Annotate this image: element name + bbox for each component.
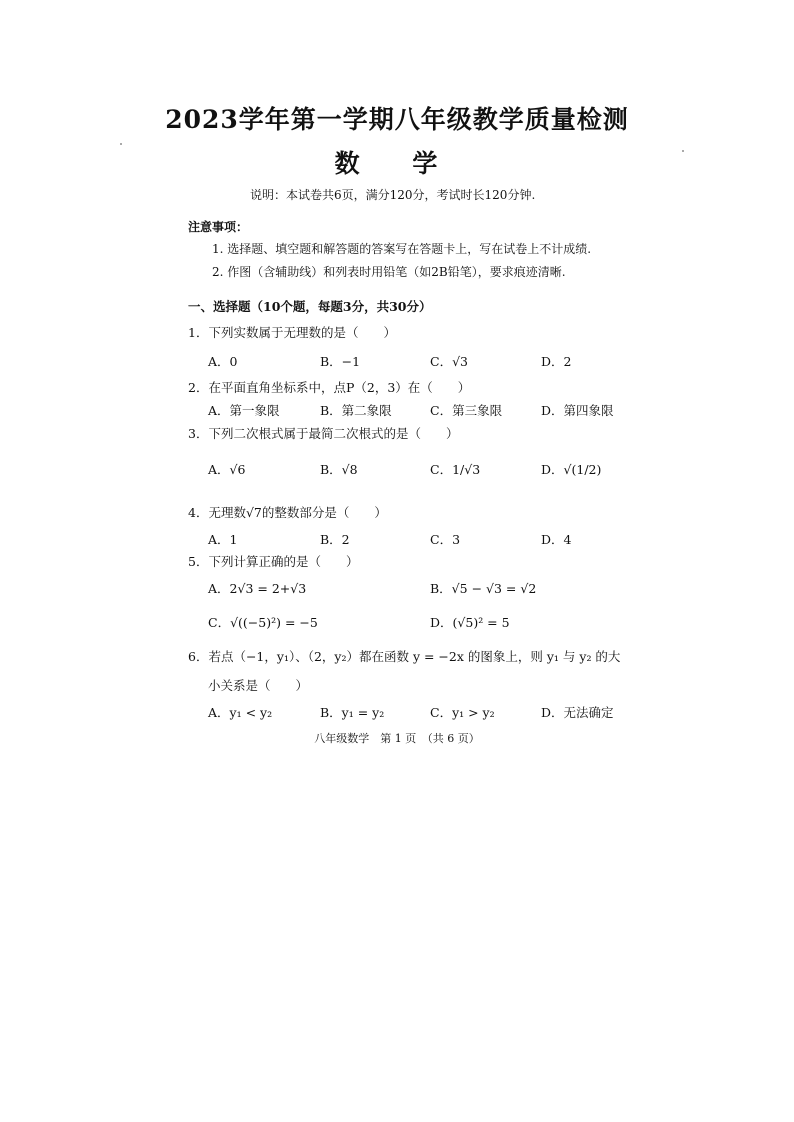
question-1-option-c: C．√3 xyxy=(430,354,468,369)
question-1-option-a: A．0 xyxy=(208,354,238,369)
question-4-stem: 4．无理数√7的整数部分是（ ） xyxy=(188,505,387,520)
question-5-option-d: D．(√5)² = 5 xyxy=(430,615,510,630)
question-6-stem: 6．若点（−1，y₁）、（2，y₂）都在函数 y = −2x 的图象上，则 y₁ 与 y₂ 的大 xyxy=(188,649,621,664)
page-footer: 八年级数学 第 1 页 （共 6 页） xyxy=(314,732,480,745)
question-5-option-c: C．√((−5)²) = −5 xyxy=(208,615,318,630)
question-5-option-a: A．2√3 = 2+√3 xyxy=(208,581,307,596)
question-1-option-d: D．2 xyxy=(541,354,572,369)
notice-heading: 注意事项： xyxy=(188,220,249,234)
question-2-option-a: A．第一象限 xyxy=(208,403,280,418)
question-4-option-a: A．1 xyxy=(208,532,238,547)
notice-item: 2. 作图（含辅助线）和列表时用铅笔（如2B铅笔），要求痕迹清晰. xyxy=(212,265,566,279)
question-5-stem: 5．下列计算正确的是（ ） xyxy=(188,554,359,569)
section-heading: 一、选择题（10个题，每题3分，共30分） xyxy=(188,299,432,314)
question-6-option-b: B．y₁ = y₂ xyxy=(320,705,385,720)
question-4-option-c: C．3 xyxy=(430,532,461,547)
exam-note: 说明：本试卷共6页，满分120分，考试时长120分钟. xyxy=(250,188,536,202)
question-2-option-c: C．第三象限 xyxy=(430,403,503,418)
question-4-option-d: D．4 xyxy=(541,532,572,547)
question-2-stem: 2．在平面直角坐标系中，点P（2，3）在（ ） xyxy=(188,380,471,395)
question-6-option-c: C．y₁ > y₂ xyxy=(430,705,495,720)
question-6-option-d: D．无法确定 xyxy=(541,705,614,720)
question-3-option-c: C．1/√3 xyxy=(430,462,481,477)
question-2-option-d: D．第四象限 xyxy=(541,403,614,418)
question-5-option-b: B．√5 − √3 = √2 xyxy=(430,581,537,596)
question-1-option-b: B．−1 xyxy=(320,354,361,369)
question-4-option-b: B．2 xyxy=(320,532,350,547)
question-3-stem: 3．下列二次根式属于最简二次根式的是（ ） xyxy=(188,426,459,441)
question-3-option-a: A．√6 xyxy=(208,462,246,477)
question-3-option-b: B．√8 xyxy=(320,462,358,477)
exam-title: 2023学年第一学期八年级教学质量检测 xyxy=(165,105,629,134)
exam-subject: 数 学 xyxy=(334,149,460,178)
question-6-stem-continued: 小关系是（ ） xyxy=(208,678,309,693)
question-3-option-d: D．√(1/2) xyxy=(541,462,602,477)
question-6-option-a: A．y₁ < y₂ xyxy=(208,705,273,720)
notice-item: 1. 选择题、填空题和解答题的答案写在答题卡上，写在试卷上不计成绩. xyxy=(212,242,592,256)
question-2-option-b: B．第二象限 xyxy=(320,403,392,418)
question-1-stem: 1．下列实数属于无理数的是（ ） xyxy=(188,325,396,340)
